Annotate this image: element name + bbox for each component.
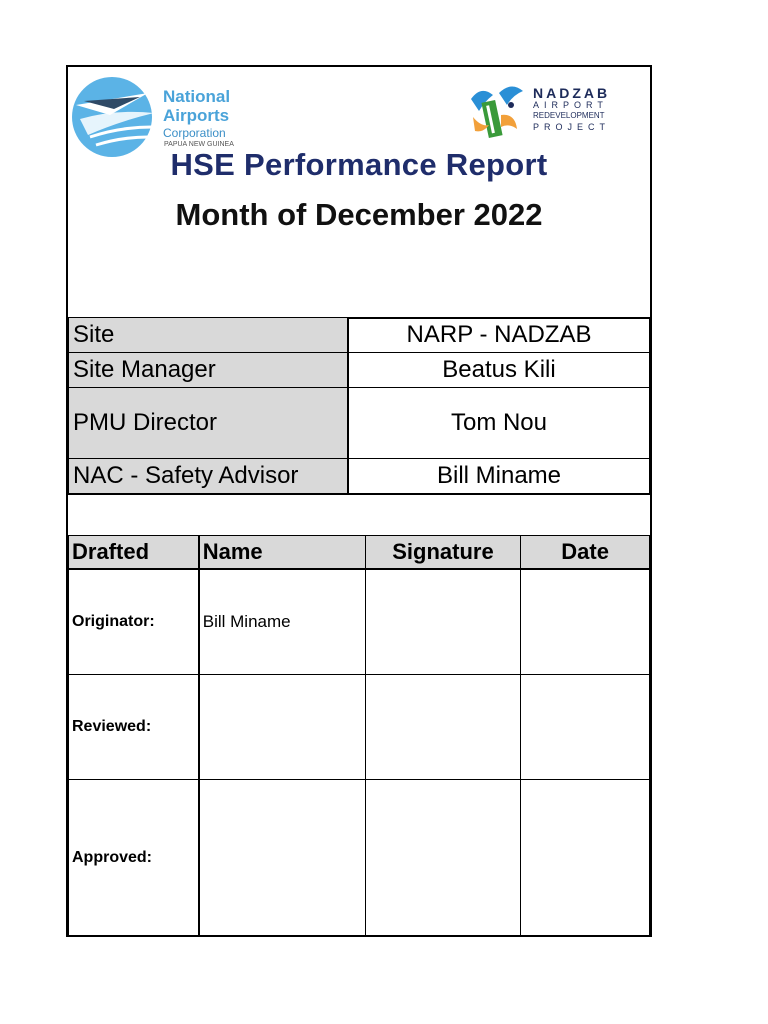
info-label-site-manager: Site Manager bbox=[69, 353, 349, 388]
nac-logo-line2: Airports bbox=[163, 106, 230, 125]
cover-header bbox=[68, 67, 650, 319]
reviewer-name bbox=[199, 675, 365, 780]
signoff-header-row bbox=[69, 536, 650, 570]
reviewer-date bbox=[521, 675, 650, 780]
info-row-site bbox=[69, 318, 650, 353]
role-reviewed: Reviewed: bbox=[69, 675, 199, 780]
site-info-table bbox=[68, 317, 650, 495]
signoff-table bbox=[68, 535, 650, 937]
nac-logo-line1: National bbox=[163, 87, 231, 106]
nac-logo-line3: Corporation bbox=[163, 126, 226, 140]
report-cover-sheet bbox=[66, 65, 652, 937]
info-label-site: Site bbox=[69, 318, 349, 353]
nadzab-bird-icon bbox=[463, 77, 529, 143]
signoff-row-reviewed bbox=[69, 675, 650, 780]
info-value-pmu-director: Tom Nou bbox=[348, 388, 650, 459]
role-originator: Originator: bbox=[69, 569, 199, 675]
blank-separator-row bbox=[68, 499, 650, 537]
info-value-site: NARP - NADZAB bbox=[348, 318, 650, 353]
col-header-name: Name bbox=[199, 536, 365, 570]
approver-date bbox=[521, 780, 650, 937]
signoff-row-originator bbox=[69, 569, 650, 675]
info-value-safety-advisor: Bill Miname bbox=[348, 459, 650, 495]
col-header-drafted: Drafted bbox=[69, 536, 199, 570]
nadzab-logo-line3: REDEVELOPMENT bbox=[533, 111, 605, 120]
reviewer-signature bbox=[365, 675, 521, 780]
col-header-signature: Signature bbox=[365, 536, 521, 570]
signoff-row-approved bbox=[69, 780, 650, 937]
nadzab-logo-line4: PROJECT bbox=[533, 122, 611, 132]
approver-name bbox=[199, 780, 365, 937]
info-label-safety-advisor: NAC - Safety Advisor bbox=[69, 459, 349, 495]
originator-date bbox=[521, 569, 650, 675]
col-header-date: Date bbox=[521, 536, 650, 570]
report-title: HSE Performance Report bbox=[170, 147, 548, 182]
info-row-safety-advisor bbox=[69, 459, 650, 495]
info-value-site-manager: Beatus Kili bbox=[348, 353, 650, 388]
approver-signature bbox=[365, 780, 521, 937]
info-row-site-manager bbox=[69, 353, 650, 388]
nadzab-logo-line1: NADZAB bbox=[533, 85, 611, 101]
nac-logo-line4: PAPUA NEW GUINEA bbox=[164, 141, 234, 148]
role-approved: Approved: bbox=[69, 780, 199, 937]
info-row-pmu-director bbox=[69, 388, 650, 459]
nadzab-logo-line2: AIRPORT bbox=[533, 100, 608, 110]
originator-signature bbox=[365, 569, 521, 675]
info-label-pmu-director: PMU Director bbox=[69, 388, 349, 459]
originator-name: Bill Miname bbox=[199, 569, 365, 675]
nadzab-logo bbox=[463, 77, 613, 147]
report-month: Month of December 2022 bbox=[175, 197, 543, 232]
